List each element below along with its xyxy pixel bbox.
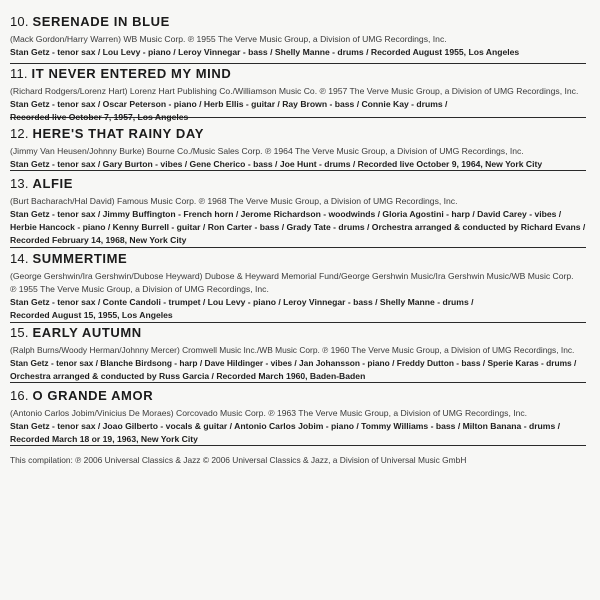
publishing-credits	[10, 145, 586, 158]
credits-line: ℗ 1955 The Verve Music Group, a Division of UMG Recordings, Inc.	[10, 284, 269, 294]
track-number: 15.	[10, 325, 29, 340]
personnel-line: Recorded live October 7, 1957, Los Angeles	[10, 112, 189, 122]
publishing-credits	[10, 85, 586, 98]
track-16	[10, 388, 586, 446]
track-heading	[10, 325, 586, 340]
track-title: EARLY AUTUMN	[32, 325, 142, 340]
track-title: HERE'S THAT RAINY DAY	[32, 126, 204, 141]
credits-line: (Burt Bacharach/Hal David) Famous Music Corp. ℗ 1968 The Verve Music Group, a Division of UMG Recordings, Inc.	[10, 196, 458, 206]
credits-line: (Richard Rodgers/Lorenz Hart) Lorenz Hart Publishing Co./Williamson Music Co. ℗ 1957 The Verve Music Group, a Division of UMG Recordings, Inc.	[10, 86, 579, 96]
track-15	[10, 325, 586, 383]
personnel-line: Stan Getz - tenor sax / Jimmy Buffington - French horn / Jerome Richardson - woodwinds / Gloria Agostini - harp / David Carey - vibes /	[10, 209, 562, 219]
personnel-line: Stan Getz - tenor sax / Gary Burton - vibes / Gene Cherico - bass / Joe Hunt - drums / Recorded live October 9, 1964, New York City	[10, 159, 543, 169]
personnel	[10, 208, 586, 247]
compilation-copyright: This compilation: ℗ 2006 Universal Classics & Jazz © 2006 Universal Classics & Jazz, a Division of Universal Music GmbH	[10, 455, 467, 465]
track-heading	[10, 388, 586, 403]
personnel	[10, 46, 586, 59]
credits-line: (Ralph Burns/Woody Herman/Johnny Mercer) Cromwell Music Inc./WB Music Corp. ℗ 1960 The Verve Music Group, a Division of UMG Recordings, Inc.	[10, 345, 575, 355]
publishing-credits	[10, 195, 586, 208]
personnel-line: Recorded March 18 or 19, 1963, New York City	[10, 434, 198, 444]
track-heading	[10, 66, 586, 81]
track-title: O GRANDE AMOR	[32, 388, 154, 403]
personnel-line: Stan Getz - tenor sax / Oscar Peterson - piano / Herb Ellis - guitar / Ray Brown - bass / Connie Kay - drums /	[10, 99, 448, 109]
personnel-line: Recorded February 14, 1968, New York City	[10, 235, 187, 245]
personnel-line: Stan Getz - tenor sax / Blanche Birdsong - harp / Dave Hildinger - vibes / Jan Johansson - piano / Freddy Dutton - bass / Sperie Karas - drums /	[10, 358, 577, 368]
track-number: 10.	[10, 14, 29, 29]
personnel	[10, 98, 586, 124]
credits-line: (Mack Gordon/Harry Warren) WB Music Corp. ℗ 1955 The Verve Music Group, a Division of UMG Recordings, Inc.	[10, 34, 447, 44]
personnel	[10, 158, 586, 171]
track-number: 14.	[10, 251, 29, 266]
track-title: ALFIE	[32, 176, 74, 191]
publishing-credits	[10, 270, 586, 296]
track-heading	[10, 14, 586, 29]
personnel-line: Herbie Hancock - piano / Kenny Burrell - guitar / Ron Carter - bass / Grady Tate - drums / Orchestra arranged & conducted by Richard Evans /	[10, 222, 586, 232]
personnel	[10, 296, 586, 322]
credits-line: (Jimmy Van Heusen/Johnny Burke) Bourne Co./Music Sales Corp. ℗ 1964 The Verve Music Group, a Division of UMG Recordings, Inc.	[10, 146, 524, 156]
personnel-line: Orchestra arranged & conducted by Russ Garcia / Recorded March 1960, Baden-Baden	[10, 371, 366, 381]
track-13	[10, 176, 586, 248]
track-heading	[10, 251, 586, 266]
personnel-line: Stan Getz - tenor sax / Lou Levy - piano / Leroy Vinnegar - bass / Shelly Manne - drums / Recorded August 1955, Los Angeles	[10, 47, 520, 57]
personnel-line: Stan Getz - tenor sax / Joao Gilberto - vocals & guitar / Antonio Carlos Jobim - piano / Tommy Williams - bass / Milton Banana - drums /	[10, 421, 561, 431]
track-heading	[10, 126, 586, 141]
publishing-credits	[10, 33, 586, 46]
personnel	[10, 357, 586, 383]
credits-line: (George Gershwin/Ira Gershwin/Dubose Heyward) Dubose & Heyward Memorial Fund/George Gershwin Music/Ira Gershwin Music/WB Music Corp.	[10, 271, 574, 281]
track-number: 12.	[10, 126, 29, 141]
track-12	[10, 126, 586, 171]
track-number: 16.	[10, 388, 29, 403]
publishing-credits	[10, 407, 586, 420]
track-title: SERENADE IN BLUE	[32, 14, 170, 29]
track-number: 13.	[10, 176, 29, 191]
personnel-line: Stan Getz - tenor sax / Conte Candoli - trumpet / Lou Levy - piano / Leroy Vinnegar - bass / Shelly Manne - drums /	[10, 297, 474, 307]
credits-line: (Antonio Carlos Jobim/Vinicius De Moraes) Corcovado Music Corp. ℗ 1963 The Verve Music Group, a Division of UMG Recordings, Inc.	[10, 408, 528, 418]
track-heading	[10, 176, 586, 191]
track-number: 11.	[10, 66, 28, 81]
track-14	[10, 251, 586, 323]
track-title: IT NEVER ENTERED MY MIND	[31, 66, 232, 81]
personnel-line: Recorded August 15, 1955, Los Angeles	[10, 310, 173, 320]
track-10	[10, 14, 586, 64]
track-title: SUMMERTIME	[32, 251, 128, 266]
track-11	[10, 66, 586, 122]
publishing-credits	[10, 344, 586, 357]
personnel	[10, 420, 586, 446]
